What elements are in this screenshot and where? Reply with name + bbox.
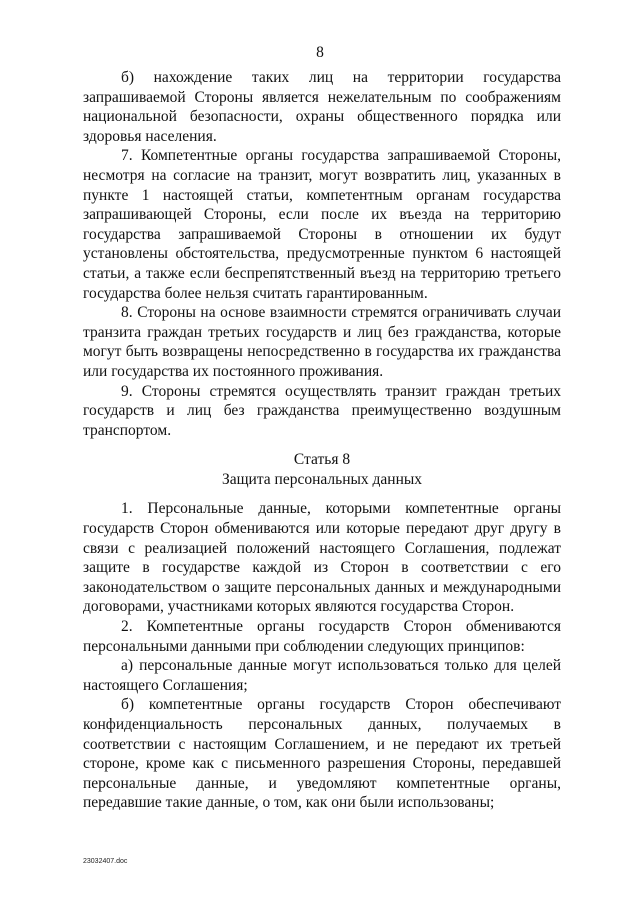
paragraph-8-limit-transit: 8. Стороны на основе взаимности стремятся ограничивать случаи транзита граждан третьих государств и лиц без гражданства, которые могут быть возвращены непосредственно в государства их гражданства или государства их постоянного проживания. [83,304,561,380]
article-title: Защита персональных данных [221,470,423,488]
spacer [83,489,561,499]
paragraph-b-undesirable-stay: б) нахождение таких лиц на территории государства запрашиваемой Стороны является нежелательным по соображениям национальной безопасности, охраны общественного порядка или здоровья населения. [83,69,561,145]
paragraph-2-exchange-principles: 2. Компетентные органы государств Сторон обмениваются персональными данными при соблюдении следующих принципов: [83,618,561,655]
paragraph-b-confidentiality: б) компетентные органы государств Сторон обеспечивают конфиденциальность персональных данных, получаемых в соответствии с настоящим Соглашением, и не передают их третьей стороне, кроме как с письменного разрешения Стороны, передавшей персональные данные, и уведомляют компетентные органы, передавшие такие данные, о том, как они были использованы; [83,696,561,812]
paragraph-9-air-transport: 9. Стороны стремятся осуществлять транзит граждан третьих государств и лиц без гражданства преимущественно воздушным транспортом. [83,382,561,439]
spacer [83,440,561,450]
paragraph-7-return-of-persons: 7. Компетентные органы государства запрашиваемой Стороны, несмотря на согласие на транзит, могут возвратить лиц, указанных в пункте 1 настоящей статьи, компетентным органам государства запрашивающей Стороны, если после их въезда на территорию государства запрашиваемой Стороны в отношении их будут установлены обстоятельства, предусмотренные пунктом 6 настоящей статьи, а также если беспрепятственный въезд на территорию третьего государства более нельзя считать гарантированным. [83,147,561,302]
paragraph-1-personal-data-protection: 1. Персональные данные, которыми компетентные органы государств Сторон обмениваются или которые передают друг другу в связи с реализацией положений настоящего Соглашения, подлежат защите в государстве каждой из Сторон в соответствии с его законодательством о защите персональных данных и международными договорами, участниками которых являются государства Сторон. [83,500,561,616]
article-number: Статья 8 [293,451,351,469]
file-name-footer: 23032407.doc [83,858,128,865]
paragraph-a-purpose-limitation: а) персональные данные могут использоваться только для целей настоящего Соглашения; [83,657,561,694]
document-body [83,68,561,813]
page-number: 8 [316,44,324,61]
